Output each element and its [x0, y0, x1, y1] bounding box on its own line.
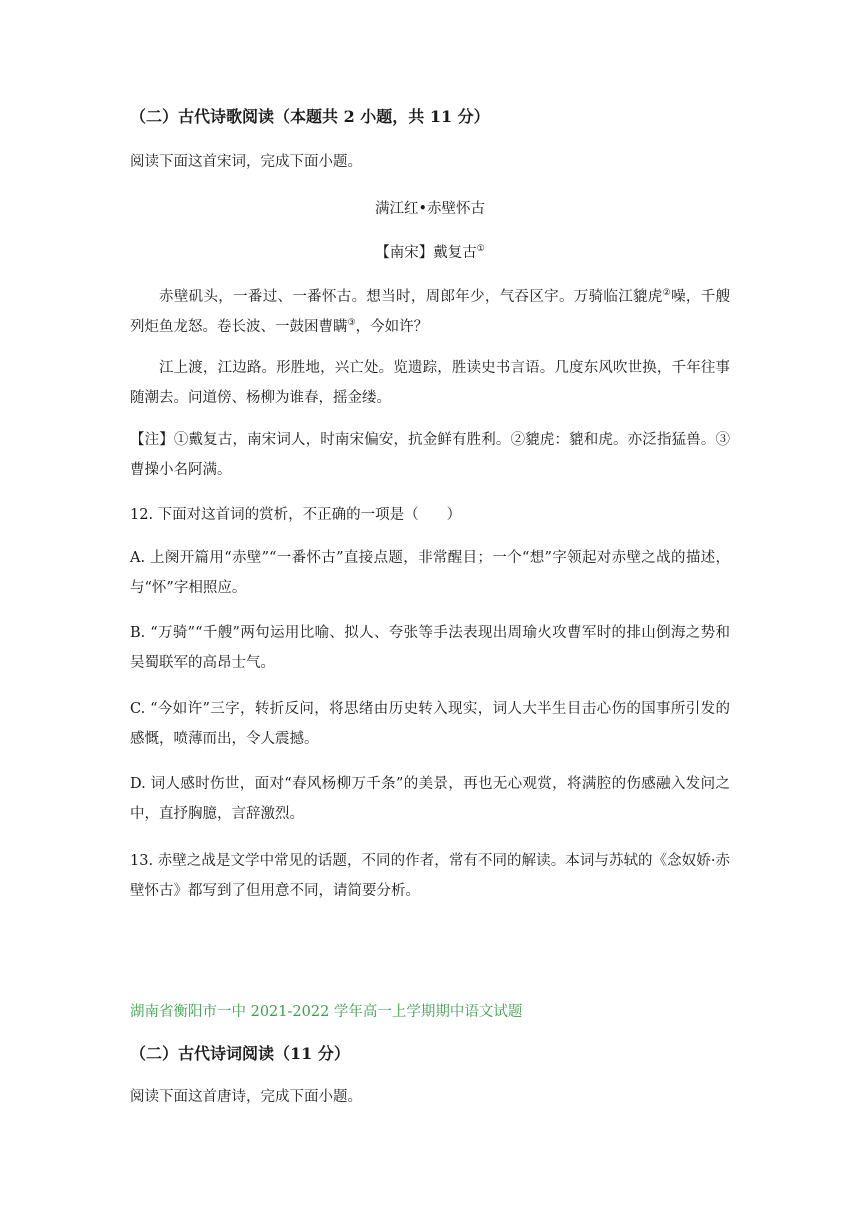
annotation-notes: 【注】①戴复古，南宋词人，时南宋偏安，抗金鲜有胜利。②貔虎：貔和虎。亦泛指猛兽。③曹操小名阿满。 — [130, 432, 730, 478]
source-line: 湖南省衡阳市一中 2021-2022 学年高一上学期期中语文试题 — [130, 1004, 523, 1020]
stanza-text: 噪，千艘列炬鱼龙怒。卷长波、一鼓困曹瞒 — [130, 289, 731, 335]
option-c: C. “今如许”三字，转折反问，将思绪由历史转入现实，词人大半生目击心伤的国事所引发的感慨，喷薄而出，令人震撼。 — [130, 701, 730, 747]
option-d: D. 词人感时伤世，面对“春风杨柳万千条”的美景，再也无心观赏，将满腔的伤感融入发问之中，直抒胸臆，言辞激烈。 — [130, 776, 730, 822]
poem-stanza-1 — [130, 282, 730, 342]
author-name: 【南宋】戴复古 — [375, 245, 477, 261]
reading-instruction: 阅读下面这首宋词，完成下面小题。 — [130, 154, 362, 170]
option-a: A. 上阕开篇用“赤壁”“一番怀古”直接点题，非常醒目；一个“想”字领起对赤壁之战的描述，与“怀”字相照应。 — [130, 550, 730, 596]
poem-stanza-2: 江上渡，江边路。形胜地，兴亡处。览遗踪，胜读史书言语。几度东风吹世换，千年往事随潮去。问道傍、杨柳为谁春，摇金缕。 — [130, 360, 730, 406]
question-text: 12. 下面对这首词的赏析，不正确的一项是（ — [130, 507, 419, 523]
stanza-text: ，今如许？ — [355, 319, 429, 335]
footnote-mark: ② — [662, 288, 672, 298]
section-heading-poetry: （二）古代诗歌阅读（本题共 2 小题，共 11 分） — [130, 107, 490, 126]
stanza-text: 赤壁矶头，一番过、一番怀古。想当时，周郎年少，气吞区宇。万骑临江貔虎 — [159, 289, 663, 305]
footnote-mark: ③ — [347, 318, 356, 328]
poem-title: 满江红•赤壁怀古 — [374, 201, 486, 217]
option-b: B. “万骑”“千艘”两句运用比喻、拟人、夸张等手法表现出周瑜火攻曹军时的排山倒海之势和吴蜀联军的高昂士气。 — [130, 625, 730, 671]
footnote-mark: ① — [476, 244, 485, 254]
poem-author — [130, 238, 730, 268]
question-text: ） — [446, 507, 462, 523]
question-13: 13. 赤壁之战是文学中常见的话题，不同的作者，常有不同的解读。本词与苏轼的《念奴娇·赤壁怀古》都写到了但用意不同，请简要分析。 — [130, 853, 730, 899]
reading-instruction-2: 阅读下面这首唐诗，完成下面小题。 — [130, 1089, 362, 1105]
question-12-stem — [130, 500, 730, 530]
section-heading-poetry-2: （二）古代诗词阅读（11 分） — [130, 1044, 350, 1063]
